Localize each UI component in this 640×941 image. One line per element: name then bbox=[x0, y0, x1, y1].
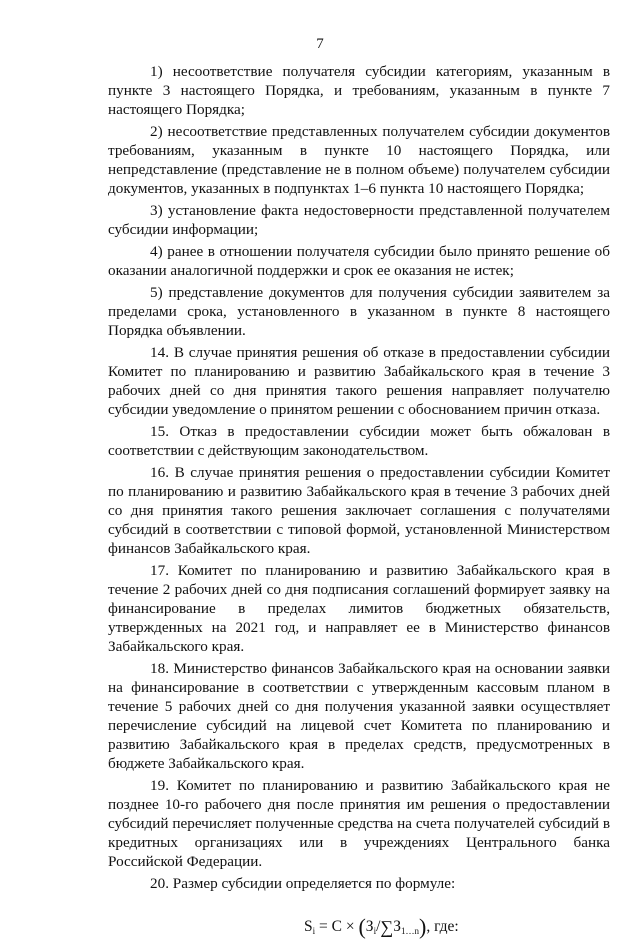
paragraph-4: 4) ранее в отношении получателя субсидии было принято решение об оказании аналогичной поддержки и срок ее оказания не истек; bbox=[108, 243, 610, 279]
page-number: 7 bbox=[316, 36, 324, 52]
paragraph-18: 18. Министерство финансов Забайкальского края на основании заявки на финансирование в соответствии с утвержденным кассовым планом в течение 5 рабочих дней со дня получения указанной заявки осуществляет перечисление субсидий на лицевой счет Комитета по планированию и развитию Забайкальского края в пределах средств, предусмотренных в бюджете Забайкальского края. bbox=[108, 660, 610, 772]
paragraph-2: 2) несоответствие представленных получателем субсидии документов требованиям, указанным в пункте 10 настоящего Порядка, или непредставление (представление не в полном объеме) получателем субсидии документов, указанных в подпунктах 1–6 пункта 10 настоящего Порядка; bbox=[108, 123, 610, 197]
subsidy-formula bbox=[108, 914, 610, 941]
paragraph-3: 3) установление факта недостоверности представленной получателем субсидии информации; bbox=[108, 202, 610, 238]
formula-lhs-subscript: i bbox=[312, 926, 316, 936]
paragraph-14: 14. В случае принятия решения об отказе в предоставлении субсидии Комитет по планированию и развитию Забайкальского края в течение 3 рабочих дней со дня принятия такого решения направляет получателю субсидии уведомление о принятом решении с обоснованием причин отказа. bbox=[108, 344, 610, 418]
formula-denominator-subscript: 1…n bbox=[401, 926, 419, 936]
formula-equals: = C × bbox=[315, 918, 359, 935]
formula-denominator: З bbox=[393, 918, 401, 935]
paragraph-20: 20. Размер субсидии определяется по формуле: bbox=[150, 875, 456, 892]
formula-lhs: S bbox=[304, 918, 313, 935]
paragraph-15: 15. Отказ в предоставлении субсидии может быть обжалован в соответствии с действующим законодательством. bbox=[108, 423, 610, 459]
formula-numerator-subscript: i bbox=[373, 926, 377, 936]
paragraph-17: 17. Комитет по планированию и развитию Забайкальского края в течение 2 рабочих дней со дня подписания соглашений формирует заявку на финансирование в пределах лимитов бюджетных обязательств, утвержденных на 2021 год, и направляет ее в Министерство финансов Забайкальского края. bbox=[108, 562, 610, 655]
document-body bbox=[108, 62, 610, 941]
paragraph-1: 1) несоответствие получателя субсидии категориям, указанным в пункте 3 настоящего Порядка, и требованиям, указанным в пункте 7 настоящего Порядка; bbox=[108, 63, 610, 118]
formula-numerator: З bbox=[365, 918, 374, 935]
formula-open-paren: ( bbox=[358, 914, 366, 939]
paragraph-5: 5) представление документов для получения субсидии заявителем за пределами срока, установленного в указанном в пункте 8 настоящего Порядка объявлении. bbox=[108, 284, 610, 339]
paragraph-16: 16. В случае принятия решения о предоставлении субсидии Комитет по планированию и развитию Забайкальского края в течение 3 рабочих дней со дня принятия такого решения заключает соглашения с получателями субсидий в соответствии с типовой формой, установленной Министерством финансов Забайкальского края. bbox=[108, 464, 610, 557]
formula-close-paren: ) bbox=[419, 914, 427, 939]
paragraph-19: 19. Комитет по планированию и развитию Забайкальского края не позднее 10-го рабочего дня после принятия им решения о предоставлении субсидий перечисляет полученные средства на счета получателей субсидий в кредитных организациях или в учреждениях Центрального банка Российской Федерации. bbox=[108, 777, 610, 870]
formula-tail: , где: bbox=[426, 918, 459, 935]
formula-sum-symbol: ∑ bbox=[380, 917, 394, 937]
formula-slash: / bbox=[376, 918, 381, 935]
